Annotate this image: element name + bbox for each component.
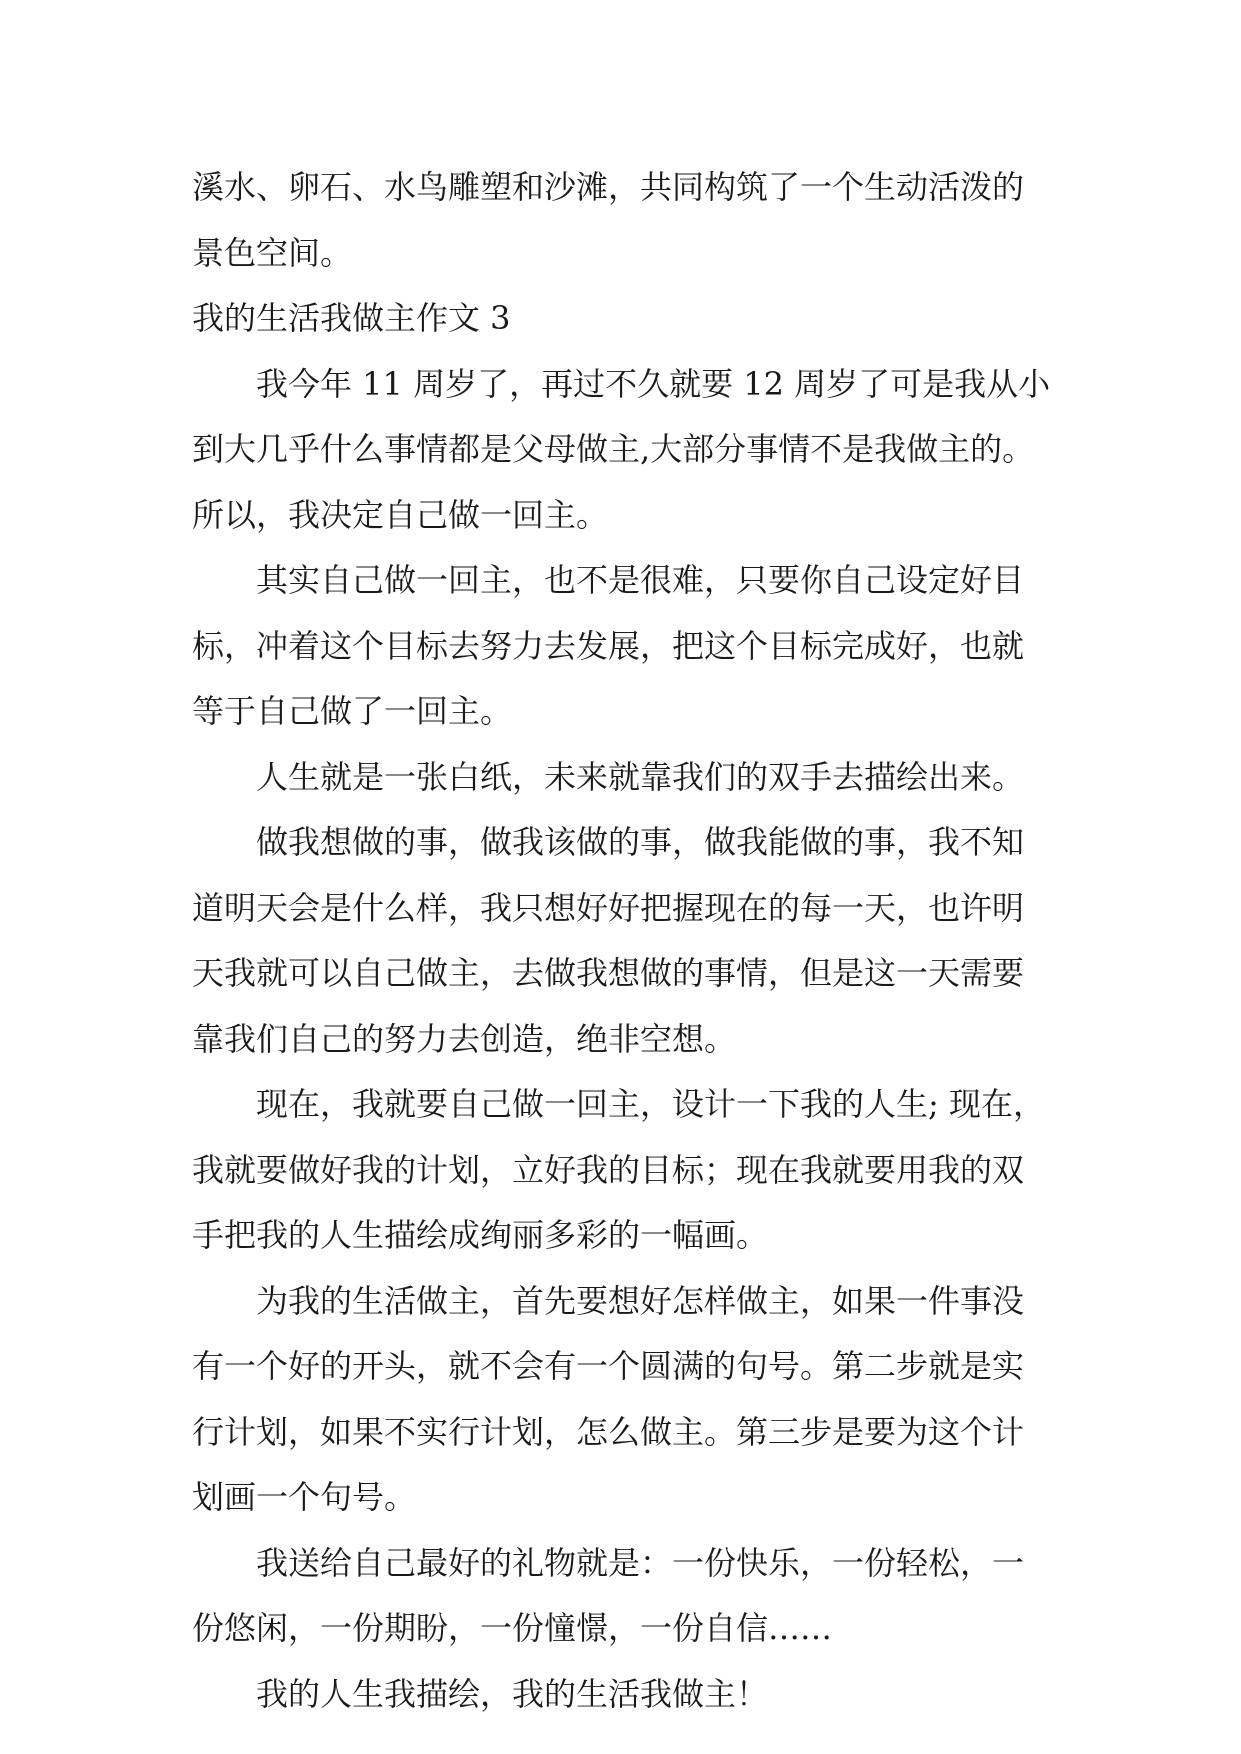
paragraph-start: 现在，我就要自己做一回主，设计一下我的人生; 现在， <box>256 1085 1045 1123</box>
text-line: 手把我的人生描绘成绚丽多彩的一幅画。 <box>192 1216 769 1254</box>
text-line: 溪水、卵石、水鸟雕塑和沙滩，共同构筑了一个生动活泼的 <box>192 168 1025 206</box>
text-line: 标，冲着这个目标去努力去发展，把这个目标完成好，也就 <box>192 626 1025 665</box>
text-line: 所以，我决定自己做一回主。 <box>192 495 609 534</box>
text-line: 划画一个句号。 <box>192 1478 417 1516</box>
text-line: 天我就可以自己做主，去做我想做的事情，但是这一天需要 <box>192 954 1025 992</box>
section-title: 我的生活我做主作文 3 <box>192 299 511 337</box>
text-line: 道明天会是什么样，我只想好好把握现在的每一天，也许明 <box>192 888 1025 927</box>
paragraph-start: 人生就是一张白纸，未来就靠我们的双手去描绘出来。 <box>256 757 1025 796</box>
text-line: 到大几乎什么事情都是父母做主,大部分事情不是我做主的。 <box>192 430 1035 468</box>
paragraph-start: 我的人生我描绘，我的生活我做主！ <box>256 1674 769 1713</box>
paragraph-start: 我今年 11 周岁了，再过不久就要 12 周岁了可是我从小 <box>256 364 1051 403</box>
paragraph-start: 其实自己做一回主，也不是很难，只要你自己设定好目 <box>256 561 1025 599</box>
paragraph-start: 做我想做的事，做我该做的事，做我能做的事，我不知 <box>256 823 1025 861</box>
paragraph-start: 我送给自己最好的礼物就是：一份快乐，一份轻松，一 <box>256 1543 1025 1582</box>
text-line: 有一个好的开头，就不会有一个圆满的句号。第二步就是实 <box>192 1347 1025 1385</box>
document-page <box>192 155 1072 1727</box>
text-line: 份悠闲，一份期盼，一份憧憬，一份自信…… <box>192 1609 833 1647</box>
text-line: 等于自己做了一回主。 <box>192 692 513 730</box>
paragraph-start: 为我的生活做主，首先要想好怎样做主，如果一件事没 <box>256 1281 1025 1320</box>
text-line: 行计划，如果不实行计划，怎么做主。第三步是要为这个计 <box>192 1412 1025 1451</box>
text-line: 景色空间。 <box>192 233 353 272</box>
text-line: 我就要做好我的计划，立好我的目标；现在我就要用我的双 <box>192 1150 1025 1189</box>
text-line: 靠我们自己的努力去创造，绝非空想。 <box>192 1019 737 1058</box>
